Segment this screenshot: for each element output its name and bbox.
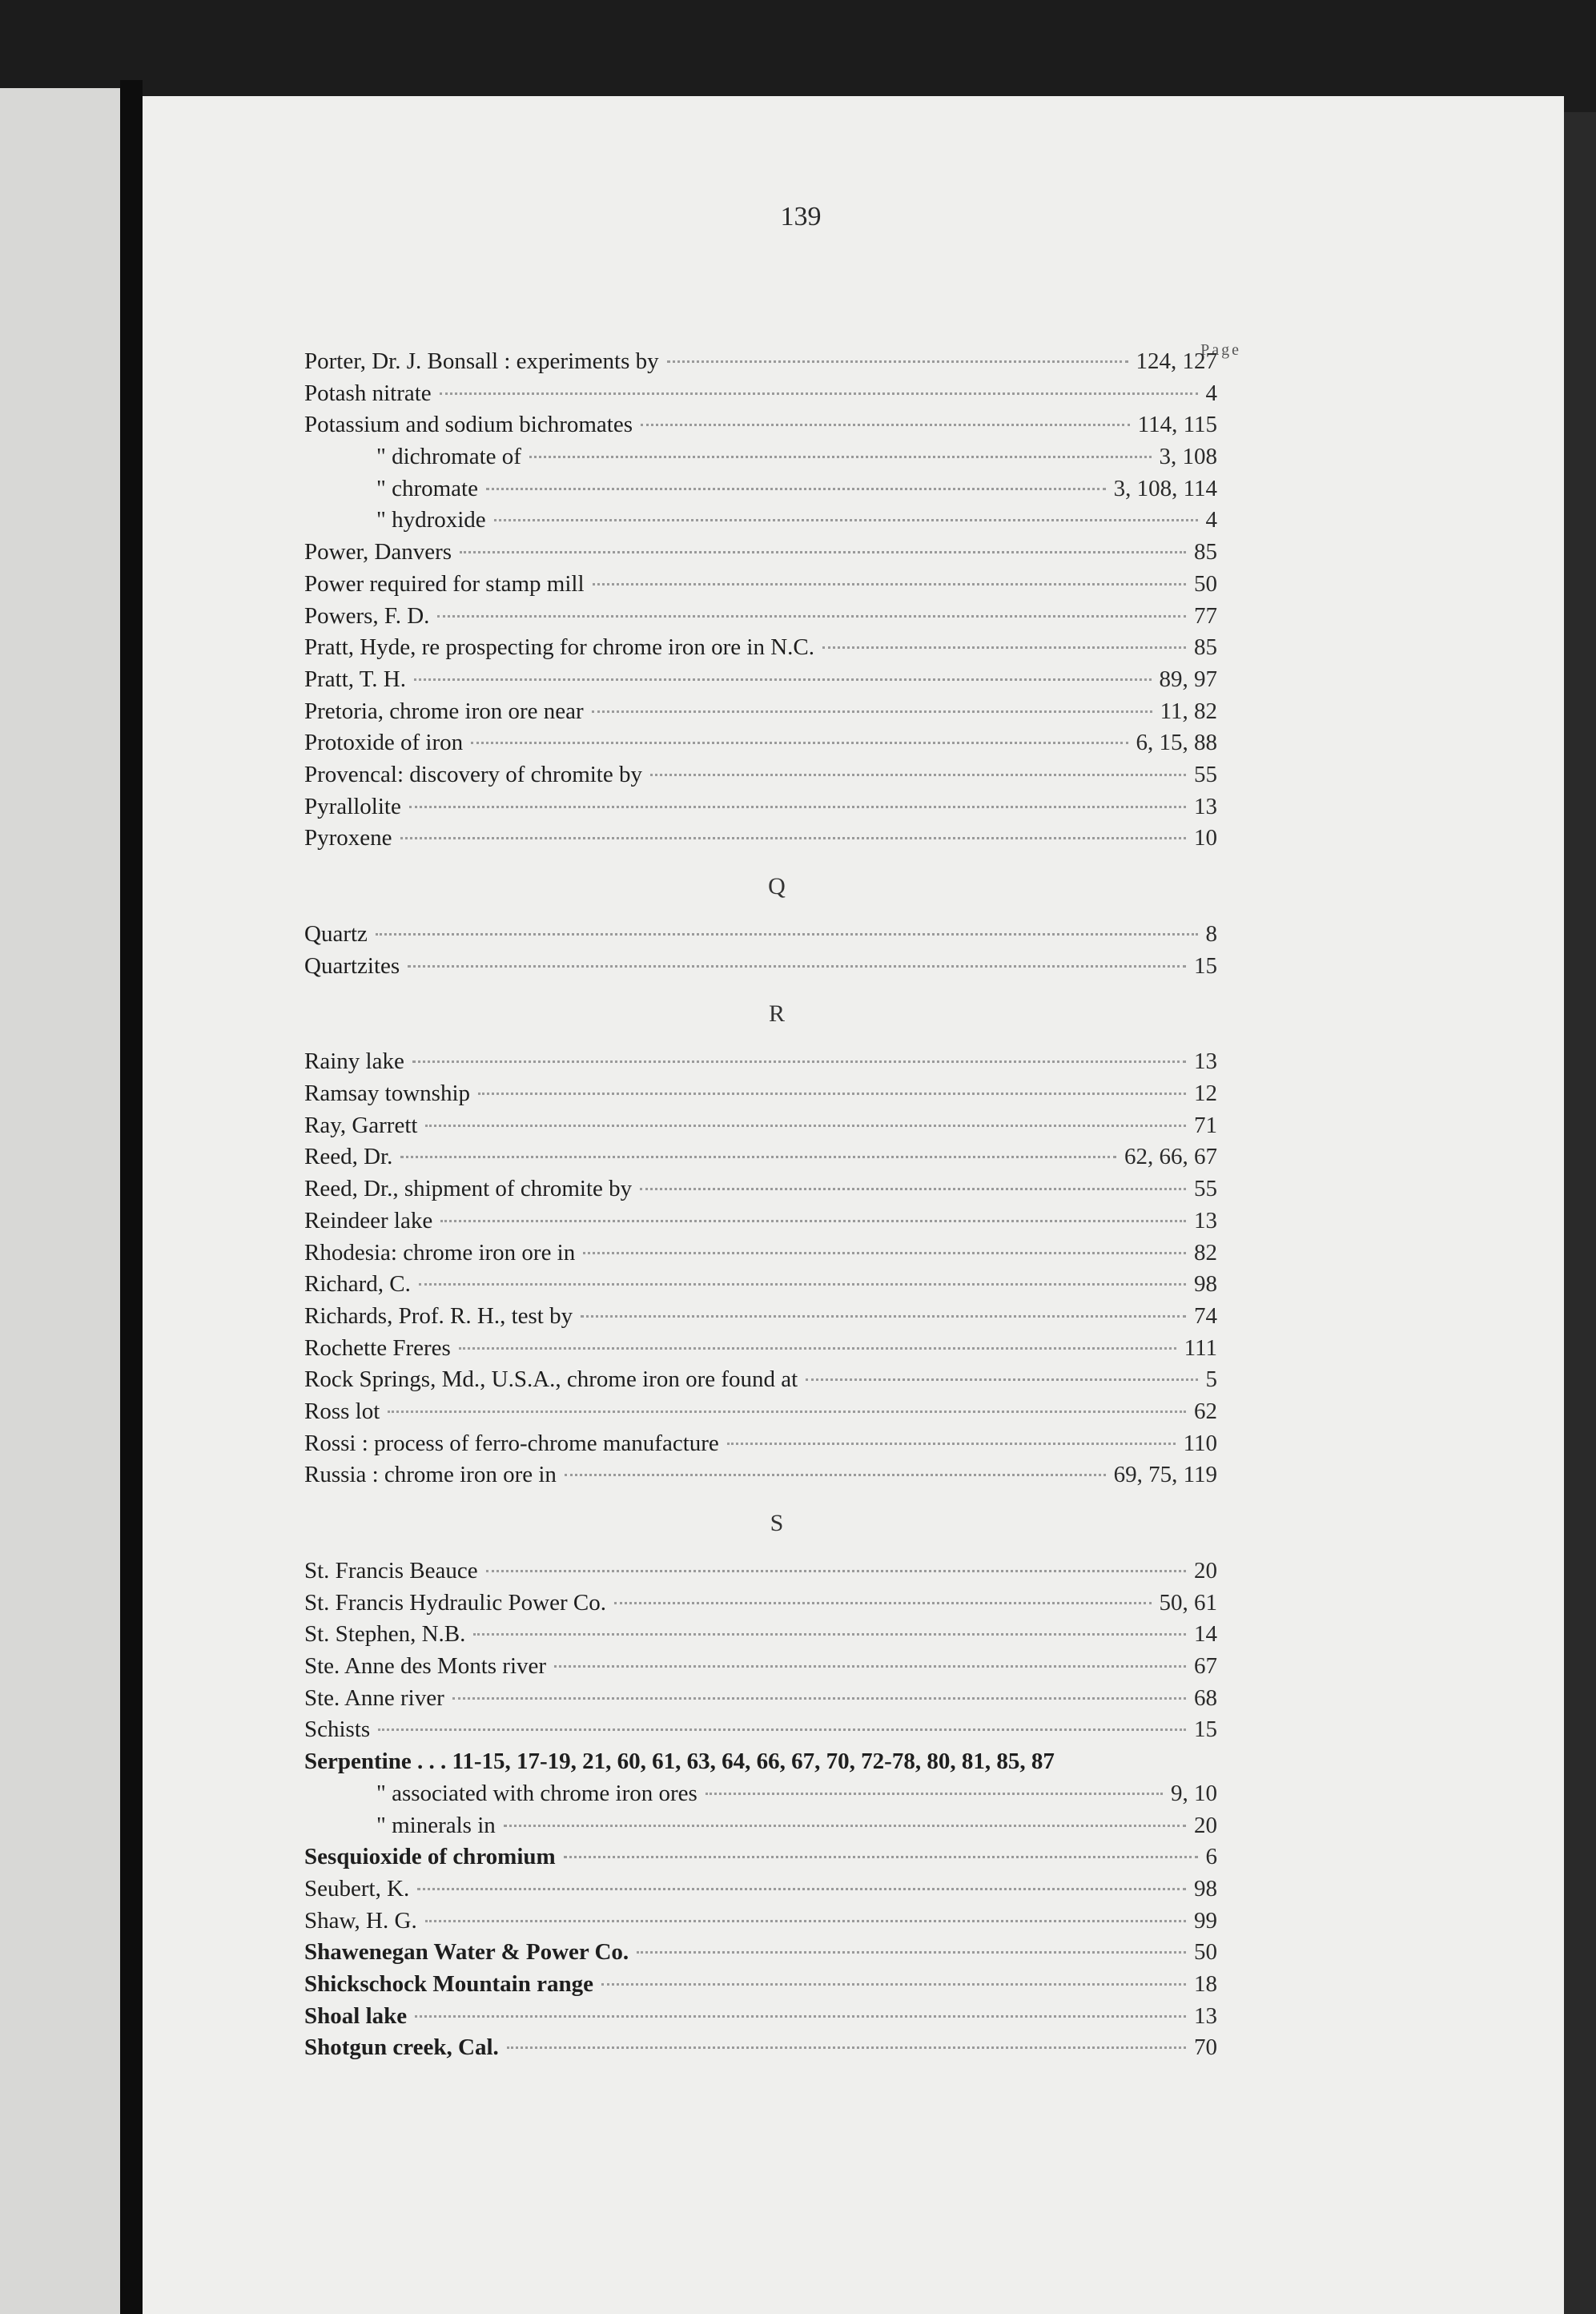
- entry-text: Shawenegan Water & Power Co.: [304, 1939, 629, 1966]
- entry-pages: 12: [1194, 1081, 1217, 1107]
- dot-leader: [415, 2015, 1186, 2018]
- dot-leader: [637, 1951, 1186, 1954]
- entry-text: " associated with chrome iron ores: [376, 1780, 697, 1806]
- entry-pages: 85: [1194, 539, 1217, 565]
- dot-leader: [460, 551, 1186, 553]
- index-entry: [304, 664, 1217, 696]
- index-entry: [304, 537, 1217, 569]
- dot-leader: [593, 583, 1186, 586]
- index-entry: [304, 409, 1217, 441]
- dot-leader: [400, 837, 1186, 839]
- entry-text: " minerals in: [376, 1812, 496, 1838]
- entry-pages: 50: [1194, 1939, 1217, 1966]
- entry-text: Shotgun creek, Cal.: [304, 2034, 499, 2061]
- dot-leader: [459, 1347, 1176, 1350]
- dot-leader: [564, 1856, 1198, 1858]
- entry-pages: 6, 15, 88: [1136, 730, 1217, 756]
- entry-pages: 3, 108: [1159, 444, 1217, 470]
- dot-leader: [494, 519, 1198, 521]
- index-entry: [304, 1873, 1217, 1906]
- entry-pages: 85: [1194, 634, 1217, 661]
- index-entry: [304, 696, 1217, 728]
- entry-text: Richard, C.: [304, 1271, 411, 1298]
- entry-pages: 13: [1194, 793, 1217, 819]
- entry-pages: 15: [1194, 1716, 1217, 1743]
- index-entry: [304, 1683, 1217, 1715]
- index-entry: [304, 919, 1217, 951]
- left-page-edge: [0, 88, 120, 2314]
- index-entry: [304, 569, 1217, 601]
- section-letter: S: [770, 1510, 784, 1536]
- book-spine: [120, 80, 143, 2314]
- entry-pages: 13: [1194, 2002, 1217, 2029]
- entry-text: Serpentine . . . 11-15, 17-19, 21, 60, 61, 63, 64, 66, 67, 70, 72-78, 80, 81, 85, 87: [304, 1749, 1055, 1775]
- dot-leader: [529, 456, 1152, 458]
- entry-pages: 20: [1194, 1558, 1217, 1584]
- entry-text: Ste. Anne des Monts river: [304, 1653, 547, 1680]
- entry-text: Rochette Freres: [304, 1334, 451, 1361]
- dot-leader: [408, 965, 1186, 968]
- index-entry: [304, 1778, 1217, 1810]
- index-entry: [304, 1396, 1217, 1428]
- entry-text: Sesquioxide of chromium: [304, 1844, 556, 1870]
- index-entry: [304, 1428, 1217, 1460]
- index-entry: [304, 1969, 1217, 2001]
- entry-text: Power, Danvers: [304, 539, 452, 565]
- index-entry: [304, 727, 1217, 759]
- entry-pages: 70: [1194, 2034, 1217, 2061]
- index-entry: [304, 1841, 1217, 1873]
- dot-leader: [400, 1156, 1116, 1158]
- index-entry: [304, 1555, 1217, 1588]
- entry-pages: 77: [1194, 602, 1217, 629]
- index-entry: [304, 1714, 1217, 1746]
- index-entry: [304, 1906, 1217, 1938]
- entry-pages: 4: [1205, 380, 1217, 406]
- entry-pages: 10: [1194, 825, 1217, 851]
- index-list: [304, 346, 1217, 2064]
- entry-text: Shickschock Mountain range: [304, 1970, 593, 1997]
- entry-text: Quartzites: [304, 952, 400, 979]
- section-letter: R: [768, 1000, 785, 1028]
- dot-leader: [641, 424, 1130, 426]
- index-entry: [304, 1046, 1217, 1078]
- dot-leader: [417, 1888, 1186, 1890]
- index-entry: [304, 632, 1217, 664]
- index-entry: [304, 759, 1217, 791]
- entry-text: St. Francis Hydraulic Power Co.: [304, 1589, 606, 1616]
- dot-leader: [409, 806, 1186, 808]
- dot-leader: [583, 1252, 1186, 1254]
- entry-pages: 8: [1205, 921, 1217, 947]
- entry-pages: 71: [1194, 1112, 1217, 1138]
- dot-leader: [706, 1793, 1163, 1795]
- page-number: 139: [780, 202, 822, 231]
- dot-leader: [504, 1825, 1186, 1827]
- index-entry: [304, 1205, 1217, 1237]
- entry-pages: 4: [1205, 507, 1217, 533]
- index-entry: [304, 1173, 1217, 1205]
- entry-pages: 98: [1194, 1875, 1217, 1902]
- index-entry: [304, 1937, 1217, 1969]
- entry-text: Ramsay township: [304, 1081, 471, 1107]
- dot-leader: [601, 1983, 1186, 1986]
- entry-text: Ste. Anne river: [304, 1684, 444, 1711]
- entry-text: Pretoria, chrome iron ore near: [304, 698, 584, 724]
- entry-pages: 50, 61: [1159, 1589, 1217, 1616]
- entry-pages: 13: [1194, 1207, 1217, 1233]
- index-entry: [304, 1269, 1217, 1301]
- dot-leader: [727, 1443, 1176, 1445]
- entry-text: Protoxide of iron: [304, 730, 464, 756]
- entry-text: Provencal: discovery of chromite by: [304, 761, 642, 787]
- entry-text: " hydroxide: [376, 507, 486, 533]
- dot-leader: [425, 1920, 1186, 1922]
- index-entry: [304, 1141, 1217, 1173]
- entry-pages: 114, 115: [1137, 412, 1217, 438]
- entry-text: Shoal lake: [304, 2002, 408, 2029]
- entry-pages: 55: [1194, 761, 1217, 787]
- index-entry: [304, 1746, 1217, 1778]
- dot-leader: [440, 392, 1198, 395]
- index-entry: [304, 1619, 1217, 1651]
- entry-pages: 20: [1194, 1812, 1217, 1838]
- index-entry: [304, 505, 1217, 537]
- dot-leader: [592, 710, 1152, 713]
- dot-leader: [440, 1220, 1186, 1222]
- dot-leader: [806, 1378, 1197, 1381]
- dot-leader: [614, 1602, 1152, 1604]
- entry-text: Russia : chrome iron ore in: [304, 1462, 557, 1488]
- dot-leader: [486, 488, 1106, 490]
- index-entry: [304, 1301, 1217, 1333]
- index-entry: [304, 1237, 1217, 1270]
- index-entry: [304, 823, 1217, 855]
- entry-text: Reed, Dr.: [304, 1144, 393, 1170]
- entry-text: Rossi : process of ferro-chrome manufacture: [304, 1430, 719, 1456]
- index-entry: [304, 1459, 1217, 1491]
- entry-pages: 89, 97: [1159, 666, 1217, 692]
- entry-pages: 68: [1194, 1684, 1217, 1711]
- entry-text: St. Stephen, N.B.: [304, 1621, 466, 1648]
- entry-text: Rainy lake: [304, 1048, 404, 1075]
- entry-pages: 9, 10: [1171, 1780, 1217, 1806]
- index-entry: [304, 441, 1217, 473]
- entry-text: Power required for stamp mill: [304, 570, 585, 597]
- dot-leader: [412, 1060, 1186, 1063]
- entry-text: Pratt, T. H.: [304, 666, 407, 692]
- entry-pages: 69, 75, 119: [1113, 1462, 1217, 1488]
- index-entry: [304, 1364, 1217, 1396]
- entry-text: Reed, Dr., shipment of chromite by: [304, 1176, 633, 1202]
- entry-text: Rhodesia: chrome iron ore in: [304, 1239, 576, 1266]
- dot-leader: [478, 1093, 1186, 1095]
- dot-leader: [378, 1728, 1186, 1731]
- entry-pages: 6: [1205, 1844, 1217, 1870]
- entry-text: Powers, F. D.: [304, 602, 430, 629]
- entry-text: Ross lot: [304, 1398, 380, 1424]
- dot-leader: [419, 1283, 1186, 1286]
- dot-leader: [640, 1188, 1186, 1190]
- dot-leader: [486, 1570, 1186, 1572]
- entry-pages: 15: [1194, 952, 1217, 979]
- dot-leader: [376, 933, 1198, 936]
- entry-text: Pratt, Hyde, re prospecting for chrome iron ore in N.C.: [304, 634, 815, 661]
- entry-pages: 124, 127: [1136, 348, 1217, 374]
- index-entry: [304, 1078, 1217, 1110]
- entry-text: St. Francis Beauce: [304, 1558, 478, 1584]
- index-entry: [304, 2032, 1217, 2064]
- entry-text: Quartz: [304, 921, 368, 947]
- entry-text: Potash nitrate: [304, 380, 432, 406]
- entry-text: Pyroxene: [304, 825, 392, 851]
- entry-text: Reindeer lake: [304, 1207, 433, 1233]
- dot-leader: [452, 1697, 1186, 1700]
- index-entry: [304, 1810, 1217, 1842]
- entry-pages: 11, 82: [1160, 698, 1217, 724]
- index-entry: [304, 1651, 1217, 1683]
- index-entry: [304, 473, 1217, 505]
- index-entry: [304, 951, 1217, 983]
- entry-pages: 62, 66, 67: [1124, 1144, 1217, 1170]
- entry-text: Pyrallolite: [304, 793, 401, 819]
- dot-leader: [581, 1315, 1186, 1318]
- index-entry: [304, 378, 1217, 410]
- index-entry: [304, 1110, 1217, 1142]
- index-entry: [304, 2001, 1217, 2033]
- dot-leader: [425, 1125, 1186, 1127]
- entry-pages: 13: [1194, 1048, 1217, 1075]
- index-entry: [304, 1588, 1217, 1620]
- entry-pages: 99: [1194, 1907, 1217, 1934]
- entry-text: " chromate: [376, 475, 478, 501]
- index-entry: [304, 601, 1217, 633]
- right-page-shadow: [1564, 112, 1596, 2314]
- index-entry: [304, 1333, 1217, 1365]
- entry-text: Rock Springs, Md., U.S.A., chrome iron ore found at: [304, 1366, 798, 1393]
- entry-pages: 3, 108, 114: [1113, 475, 1217, 501]
- dot-leader: [507, 2046, 1186, 2049]
- section-letter: Q: [768, 873, 786, 899]
- dot-leader: [473, 1633, 1186, 1636]
- index-entry: [304, 791, 1217, 823]
- entry-pages: 18: [1194, 1970, 1217, 1997]
- entry-text: Richards, Prof. R. H., test by: [304, 1302, 573, 1329]
- page-column-header: Page: [1200, 341, 1241, 359]
- entry-text: Ray, Garrett: [304, 1112, 418, 1138]
- dot-leader: [388, 1411, 1186, 1413]
- entry-pages: 110: [1183, 1430, 1217, 1456]
- index-entry: [304, 346, 1217, 378]
- entry-text: Potassium and sodium bichromates: [304, 412, 633, 438]
- dot-leader: [437, 615, 1186, 618]
- entry-text: Porter, Dr. J. Bonsall : experiments by: [304, 348, 659, 374]
- dot-leader: [414, 678, 1151, 681]
- entry-pages: 50: [1194, 570, 1217, 597]
- entry-text: " dichromate of: [376, 444, 521, 470]
- dot-leader: [565, 1474, 1106, 1476]
- entry-text: Schists: [304, 1716, 371, 1743]
- dot-leader: [471, 742, 1128, 744]
- entry-text: Seubert, K.: [304, 1875, 410, 1902]
- entry-text: Shaw, H. G.: [304, 1907, 417, 1934]
- entry-pages: 111: [1184, 1334, 1217, 1361]
- entry-pages: 62: [1194, 1398, 1217, 1424]
- entry-pages: 5: [1205, 1366, 1217, 1393]
- entry-pages: 82: [1194, 1239, 1217, 1266]
- dot-leader: [650, 774, 1186, 776]
- dot-leader: [822, 646, 1186, 649]
- dot-leader: [554, 1665, 1186, 1668]
- entry-pages: 55: [1194, 1176, 1217, 1202]
- entry-pages: 67: [1194, 1653, 1217, 1680]
- dot-leader: [667, 360, 1128, 363]
- entry-pages: 14: [1194, 1621, 1217, 1648]
- entry-pages: 74: [1194, 1302, 1217, 1329]
- entry-pages: 98: [1194, 1271, 1217, 1298]
